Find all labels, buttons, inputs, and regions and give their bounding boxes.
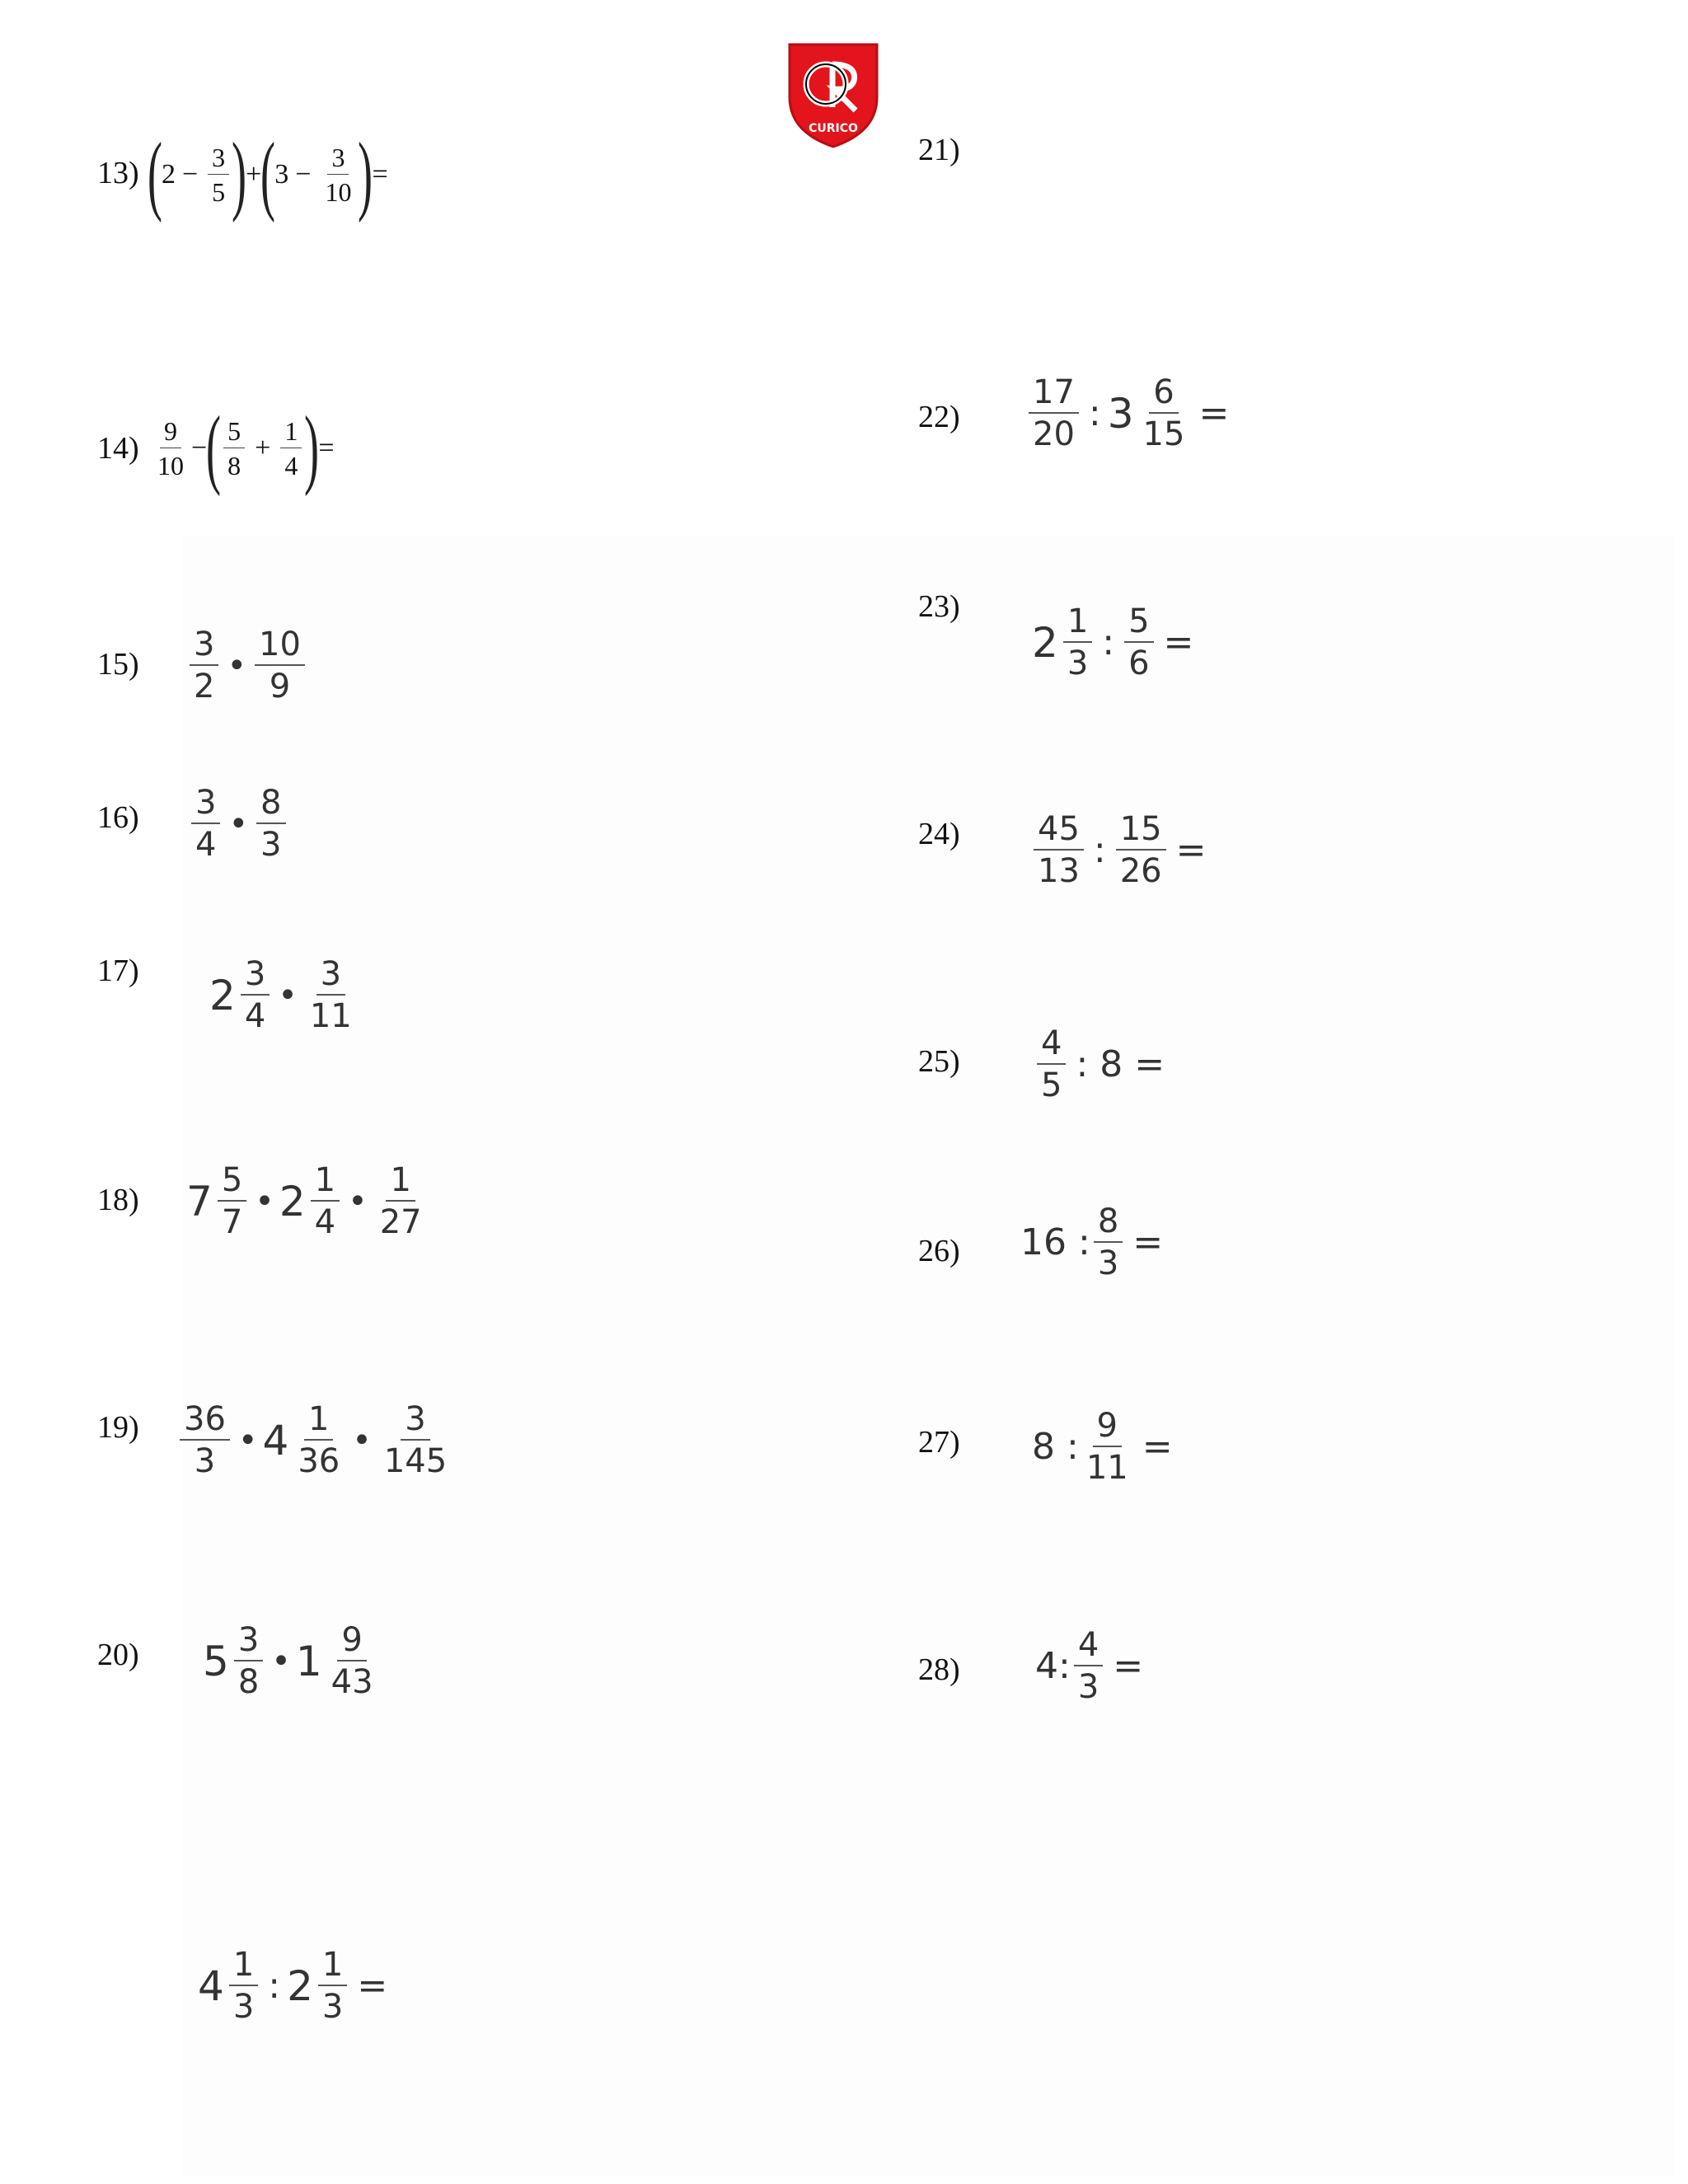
- problem-14-expression: [150, 399, 335, 497]
- math-symbol: •: [255, 1182, 274, 1221]
- numerator: 45: [1034, 813, 1084, 851]
- problem-22-expression: [1025, 373, 1236, 453]
- problem-23-expression: [1032, 602, 1200, 682]
- problem-21-expression: [198, 1946, 394, 2026]
- numerator: 1: [1063, 605, 1092, 643]
- numerator: 3: [241, 958, 270, 996]
- denominator: 3: [321, 1988, 344, 2026]
- fraction: [311, 1161, 340, 1241]
- problem-19-expression: [176, 1400, 454, 1480]
- math-symbol: 2: [1032, 618, 1058, 667]
- math-symbol: =: [372, 159, 388, 190]
- numerator: 3: [401, 1403, 429, 1441]
- numerator: 3: [327, 144, 349, 175]
- fraction: [1063, 602, 1092, 682]
- numerator: 3: [316, 958, 345, 996]
- denominator: 5: [1041, 1066, 1062, 1104]
- math-symbol: : 8 =: [1076, 1043, 1165, 1085]
- math-symbol: =: [1175, 829, 1207, 871]
- parenthesis: (: [260, 125, 276, 223]
- problem-22-label: 22): [918, 400, 960, 434]
- math-symbol: :: [1102, 621, 1115, 663]
- math-symbol: =: [1198, 392, 1230, 434]
- problem-15-expression: [186, 628, 308, 703]
- denominator: 8: [237, 1663, 260, 1701]
- math-symbol: :: [1093, 829, 1106, 871]
- denominator: 4: [244, 997, 266, 1035]
- numerator: 36: [180, 1403, 230, 1441]
- numerator: 8: [256, 786, 285, 824]
- denominator: 11: [309, 997, 352, 1035]
- denominator: 6: [1128, 644, 1150, 682]
- numerator: 3: [190, 628, 218, 666]
- math-symbol: 16 :: [1020, 1221, 1090, 1263]
- math-symbol: =: [1113, 1645, 1144, 1687]
- numerator: 4: [1037, 1027, 1066, 1065]
- fraction: [191, 784, 220, 864]
- problem-27-expression: [1032, 1407, 1179, 1487]
- math-symbol: =: [357, 1965, 388, 2007]
- numerator: 9: [337, 1624, 366, 1661]
- problem-28-expression: [1035, 1626, 1150, 1706]
- numerator: 17: [1029, 376, 1079, 414]
- fraction: [229, 1946, 258, 2026]
- denominator: 20: [1033, 415, 1075, 453]
- numerator: 3: [234, 1624, 263, 1661]
- denominator: 3: [194, 1442, 216, 1480]
- parenthesis: (: [147, 125, 162, 223]
- fraction: [306, 955, 356, 1035]
- denominator: 9: [269, 668, 291, 705]
- math-symbol: 8 :: [1032, 1426, 1079, 1468]
- fraction: [1029, 373, 1079, 453]
- problem-19-label: 19): [97, 1410, 139, 1445]
- fraction: [256, 784, 285, 864]
- parenthesis: ): [358, 125, 373, 223]
- denominator: 2: [194, 668, 215, 705]
- denominator: 3: [1077, 1668, 1100, 1706]
- fraction: [1094, 1202, 1123, 1282]
- problem-21-label: 21): [918, 133, 960, 167]
- denominator: 145: [383, 1442, 448, 1480]
- denominator: 4: [195, 826, 217, 864]
- numerator: 1: [304, 1403, 333, 1441]
- problem-27-label: 27): [918, 1425, 960, 1460]
- math-symbol: −: [295, 159, 312, 190]
- numerator: 1: [280, 418, 302, 448]
- math-symbol: −: [181, 159, 199, 190]
- math-symbol: =: [1132, 1221, 1164, 1263]
- problem-20-expression: [203, 1621, 381, 1701]
- math-symbol: 2: [287, 1961, 313, 2010]
- numerator: 8: [1094, 1205, 1123, 1243]
- numerator: 15: [1116, 813, 1166, 851]
- denominator: 3: [1067, 644, 1089, 682]
- math-symbol: =: [1142, 1426, 1173, 1468]
- math-symbol: •: [278, 976, 298, 1015]
- problem-26-expression: [1020, 1202, 1170, 1282]
- denominator: 8: [227, 451, 241, 480]
- math-symbol: +: [255, 433, 271, 463]
- fraction: [280, 418, 302, 479]
- fraction: [321, 144, 355, 205]
- fraction: [208, 144, 229, 205]
- problem-26-label: 26): [918, 1234, 960, 1268]
- problem-16-expression: [188, 784, 289, 864]
- math-symbol: •: [228, 804, 249, 843]
- parenthesis: ): [304, 399, 320, 497]
- math-symbol: •: [271, 1642, 291, 1680]
- numerator: 3: [191, 786, 220, 824]
- denominator: 27: [379, 1203, 422, 1241]
- problem-17-expression: [209, 955, 359, 1035]
- problem-18-label: 18): [97, 1183, 139, 1217]
- denominator: 5: [212, 177, 226, 207]
- problem-15-label: 15): [97, 647, 139, 682]
- math-symbol: +: [246, 159, 262, 190]
- denominator: 11: [1085, 1449, 1128, 1487]
- math-symbol: 2: [279, 1177, 306, 1226]
- numerator: 9: [160, 418, 181, 448]
- math-symbol: :: [1088, 392, 1101, 434]
- problem-25-label: 25): [918, 1044, 960, 1079]
- numerator: 1: [311, 1164, 340, 1202]
- fraction: [327, 1621, 377, 1701]
- math-symbol: 7: [186, 1177, 213, 1226]
- fraction: [223, 418, 245, 479]
- problem-13-label: 13): [97, 156, 139, 190]
- fraction: [318, 1946, 347, 2026]
- numerator: 6: [1149, 376, 1178, 414]
- problem-20-label: 20): [97, 1638, 139, 1672]
- fraction: [1074, 1626, 1103, 1706]
- problem-28-label: 28): [918, 1652, 960, 1687]
- denominator: 10: [157, 451, 184, 480]
- fraction: [380, 1400, 451, 1480]
- fraction: [255, 628, 305, 703]
- problem-16-label: 16): [97, 800, 139, 835]
- math-symbol: =: [318, 433, 335, 463]
- denominator: 36: [298, 1442, 340, 1480]
- math-symbol: 4: [262, 1416, 289, 1465]
- numerator: 3: [208, 144, 229, 175]
- parenthesis: (: [206, 399, 222, 497]
- fraction: [241, 955, 270, 1035]
- numerator: 9: [1093, 1409, 1122, 1447]
- math-symbol: 2: [209, 971, 236, 1019]
- problem-25-expression: [1034, 1024, 1171, 1104]
- math-symbol: :: [268, 1965, 281, 2007]
- problem-14-label: 14): [97, 431, 139, 466]
- math-symbol: −: [191, 433, 208, 463]
- denominator: 4: [314, 1203, 336, 1241]
- page-shade: [183, 536, 1675, 2176]
- numerator: 1: [318, 1948, 347, 1986]
- denominator: 26: [1119, 852, 1162, 890]
- fraction: [153, 418, 188, 479]
- problem-17-label: 17): [97, 954, 139, 988]
- numerator: 5: [218, 1164, 246, 1202]
- problem-24-label: 24): [918, 817, 960, 851]
- fraction: [1037, 1024, 1066, 1104]
- math-symbol: 3: [274, 159, 289, 190]
- svg-text:CURICO: CURICO: [809, 122, 858, 135]
- numerator: 4: [1074, 1629, 1103, 1666]
- fraction: [376, 1161, 426, 1241]
- fraction: [1139, 373, 1189, 453]
- problem-23-label: 23): [918, 589, 960, 624]
- club-logo: [785, 40, 882, 150]
- fraction: [1034, 810, 1084, 890]
- fraction: [180, 1400, 230, 1480]
- fraction: [293, 1400, 344, 1480]
- math-symbol: •: [237, 1421, 258, 1460]
- problem-24-expression: [1030, 810, 1213, 890]
- problem-13-expression: [147, 125, 388, 223]
- math-symbol: 3: [1107, 389, 1134, 438]
- math-symbol: 1: [295, 1637, 322, 1685]
- denominator: 43: [331, 1663, 373, 1701]
- fraction: [218, 1161, 246, 1241]
- fraction: [1124, 602, 1153, 682]
- numerator: 10: [255, 628, 305, 666]
- numerator: 1: [386, 1164, 415, 1202]
- denominator: 3: [232, 1988, 255, 2026]
- math-symbol: •: [227, 646, 247, 685]
- math-symbol: 5: [203, 1637, 229, 1685]
- fraction: [234, 1621, 263, 1701]
- math-symbol: =: [1163, 621, 1194, 663]
- fraction: [1082, 1407, 1132, 1487]
- fraction: [190, 628, 218, 703]
- denominator: 3: [260, 826, 282, 864]
- numerator: 1: [229, 1948, 258, 1986]
- denominator: 7: [221, 1203, 243, 1241]
- numerator: 5: [1124, 605, 1153, 643]
- math-symbol: •: [348, 1182, 368, 1221]
- denominator: 3: [1097, 1244, 1119, 1282]
- parenthesis: ): [232, 125, 247, 223]
- math-symbol: 4:: [1035, 1645, 1071, 1687]
- fraction: [1116, 810, 1166, 890]
- numerator: 5: [223, 418, 245, 448]
- denominator: 10: [325, 177, 352, 207]
- denominator: 4: [284, 451, 298, 480]
- math-symbol: 2: [161, 159, 176, 190]
- math-symbol: 4: [198, 1961, 224, 2010]
- problem-18-expression: [186, 1161, 429, 1241]
- math-symbol: •: [352, 1421, 372, 1460]
- denominator: 15: [1142, 415, 1185, 453]
- denominator: 13: [1038, 852, 1080, 890]
